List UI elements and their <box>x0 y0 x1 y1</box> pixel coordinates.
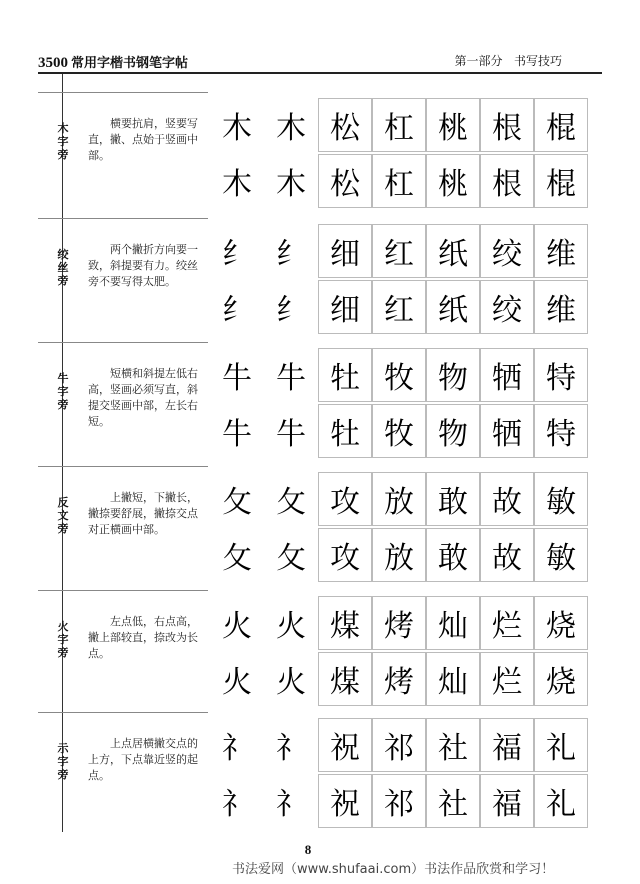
practice-char: 棍 <box>534 154 588 208</box>
practice-char: 敏 <box>534 528 588 582</box>
section-divider <box>38 342 208 343</box>
practice-char: 礼 <box>534 774 588 828</box>
practice-char: 松 <box>318 98 372 152</box>
radical-description: 短横和斜提左低右高，竖画必须写直，斜提交竖画中部，左长右短。 <box>88 367 198 428</box>
radical-description: 两个撇折方向要一致，斜提要有力。绞丝旁不要写得太肥。 <box>88 243 198 288</box>
practice-char: 烤 <box>372 652 426 706</box>
practice-char: 礼 <box>534 718 588 772</box>
practice-grid <box>210 472 588 582</box>
practice-grid <box>210 718 588 828</box>
practice-char: 火 <box>222 665 252 700</box>
practice-char: 灿 <box>426 652 480 706</box>
practice-char: 细 <box>318 224 372 278</box>
practice-char: 烂 <box>480 652 534 706</box>
radical-section <box>38 590 586 712</box>
practice-char: 祁 <box>372 718 426 772</box>
practice-char: 牡 <box>318 348 372 402</box>
practice-char: 攵 <box>222 485 252 520</box>
practice-char: 特 <box>534 404 588 458</box>
practice-char: 牺 <box>480 348 534 402</box>
radical-name: 木字旁 <box>57 122 69 161</box>
practice-char: 杠 <box>372 154 426 208</box>
page-header <box>38 44 602 72</box>
practice-char: 放 <box>372 472 426 526</box>
radical-description: 上撇短，下撇长，撇捺要舒展，撇捺交点对正横画中部。 <box>88 491 198 536</box>
radical-section <box>38 342 586 464</box>
practice-char: 牧 <box>372 348 426 402</box>
practice-row <box>210 348 588 402</box>
practice-char: 桃 <box>426 98 480 152</box>
practice-row <box>210 98 588 152</box>
practice-char: 牛 <box>222 417 252 452</box>
practice-char: 烧 <box>534 596 588 650</box>
practice-char: 福 <box>480 718 534 772</box>
practice-char: 礻 <box>222 731 252 766</box>
radical-description: 横要抗肩，竖要写直，撇、点始于竖画中部。 <box>88 117 198 162</box>
practice-char: 攻 <box>318 528 372 582</box>
practice-grid <box>210 224 588 334</box>
section-divider <box>38 218 208 219</box>
practice-char: 纸 <box>426 280 480 334</box>
practice-char: 纟 <box>276 237 306 272</box>
practice-char: 纟 <box>222 293 252 328</box>
practice-char: 纸 <box>426 224 480 278</box>
practice-row <box>210 718 588 772</box>
section-divider <box>38 712 208 713</box>
practice-row <box>210 224 588 278</box>
book-title-number: 3500 <box>38 55 68 71</box>
practice-grid <box>210 596 588 706</box>
section-divider <box>38 590 208 591</box>
practice-char: 攵 <box>276 541 306 576</box>
radical-section <box>38 712 586 834</box>
practice-char: 纟 <box>276 293 306 328</box>
practice-char: 物 <box>426 348 480 402</box>
practice-row <box>210 472 588 526</box>
practice-char: 维 <box>534 280 588 334</box>
radical-name: 示字旁 <box>57 742 69 781</box>
practice-char: 细 <box>318 280 372 334</box>
practice-char: 烤 <box>372 596 426 650</box>
practice-char: 根 <box>480 98 534 152</box>
page-number: 8 <box>304 842 312 857</box>
radical-name: 火字旁 <box>57 620 69 659</box>
practice-char: 祁 <box>372 774 426 828</box>
practice-char: 火 <box>222 609 252 644</box>
practice-char: 木 <box>222 111 252 146</box>
practice-char: 牛 <box>276 361 306 396</box>
practice-char: 牛 <box>276 417 306 452</box>
practice-grid <box>210 98 588 208</box>
practice-char: 故 <box>480 528 534 582</box>
practice-char: 物 <box>426 404 480 458</box>
practice-char: 烧 <box>534 652 588 706</box>
practice-char: 祝 <box>318 774 372 828</box>
practice-row <box>210 774 588 828</box>
practice-row <box>210 528 588 582</box>
practice-char: 绞 <box>480 224 534 278</box>
section-divider <box>38 92 208 93</box>
practice-char: 棍 <box>534 98 588 152</box>
practice-char: 火 <box>276 609 306 644</box>
practice-char: 松 <box>318 154 372 208</box>
radical-section <box>38 92 586 214</box>
book-title <box>38 52 188 72</box>
practice-char: 敢 <box>426 472 480 526</box>
practice-char: 社 <box>426 718 480 772</box>
practice-char: 礻 <box>222 787 252 822</box>
chapter-part: 第一部分 <box>454 54 503 68</box>
practice-char: 牧 <box>372 404 426 458</box>
radical-name: 绞丝旁 <box>57 248 69 287</box>
radical-section <box>38 218 586 340</box>
chapter-subject: 书写技巧 <box>513 54 562 68</box>
practice-char: 灿 <box>426 596 480 650</box>
radical-description: 上点居横撇交点的上方，下点靠近竖的起点。 <box>88 737 198 782</box>
practice-char: 敢 <box>426 528 480 582</box>
practice-char: 杠 <box>372 98 426 152</box>
practice-row <box>210 652 588 706</box>
practice-char: 攻 <box>318 472 372 526</box>
practice-row <box>210 280 588 334</box>
practice-char: 火 <box>276 665 306 700</box>
practice-char: 纟 <box>222 237 252 272</box>
practice-char: 煤 <box>318 596 372 650</box>
practice-grid <box>210 348 588 458</box>
practice-char: 放 <box>372 528 426 582</box>
practice-char: 红 <box>372 224 426 278</box>
practice-char: 牛 <box>222 361 252 396</box>
practice-char: 烂 <box>480 596 534 650</box>
practice-row <box>210 404 588 458</box>
practice-char: 红 <box>372 280 426 334</box>
radical-name: 反文旁 <box>57 496 69 535</box>
practice-char: 木 <box>276 167 306 202</box>
site-watermark: 书法爱网（www.shufaai.com）书法作品欣赏和学习！ <box>232 862 555 877</box>
practice-char: 牡 <box>318 404 372 458</box>
practice-char: 木 <box>276 111 306 146</box>
chapter-label <box>455 52 562 69</box>
practice-char: 礻 <box>276 787 306 822</box>
practice-char: 特 <box>534 348 588 402</box>
practice-row <box>210 596 588 650</box>
practice-char: 根 <box>480 154 534 208</box>
practice-char: 煤 <box>318 652 372 706</box>
practice-char: 社 <box>426 774 480 828</box>
practice-char: 礻 <box>276 731 306 766</box>
practice-char: 维 <box>534 224 588 278</box>
practice-char: 桃 <box>426 154 480 208</box>
practice-char: 攵 <box>276 485 306 520</box>
radical-name: 牛字旁 <box>57 372 69 411</box>
header-rule <box>38 72 602 74</box>
section-divider <box>38 466 208 467</box>
practice-char: 敏 <box>534 472 588 526</box>
practice-char: 福 <box>480 774 534 828</box>
practice-char: 牺 <box>480 404 534 458</box>
practice-row <box>210 154 588 208</box>
practice-char: 木 <box>222 167 252 202</box>
radical-section <box>38 466 586 588</box>
practice-char: 祝 <box>318 718 372 772</box>
practice-char: 绞 <box>480 280 534 334</box>
practice-char: 故 <box>480 472 534 526</box>
radical-description: 左点低，右点高，撇上部较直，捺改为长点。 <box>88 615 198 660</box>
practice-char: 攵 <box>222 541 252 576</box>
book-title-text: 常用字楷书钢笔字帖 <box>71 56 189 71</box>
